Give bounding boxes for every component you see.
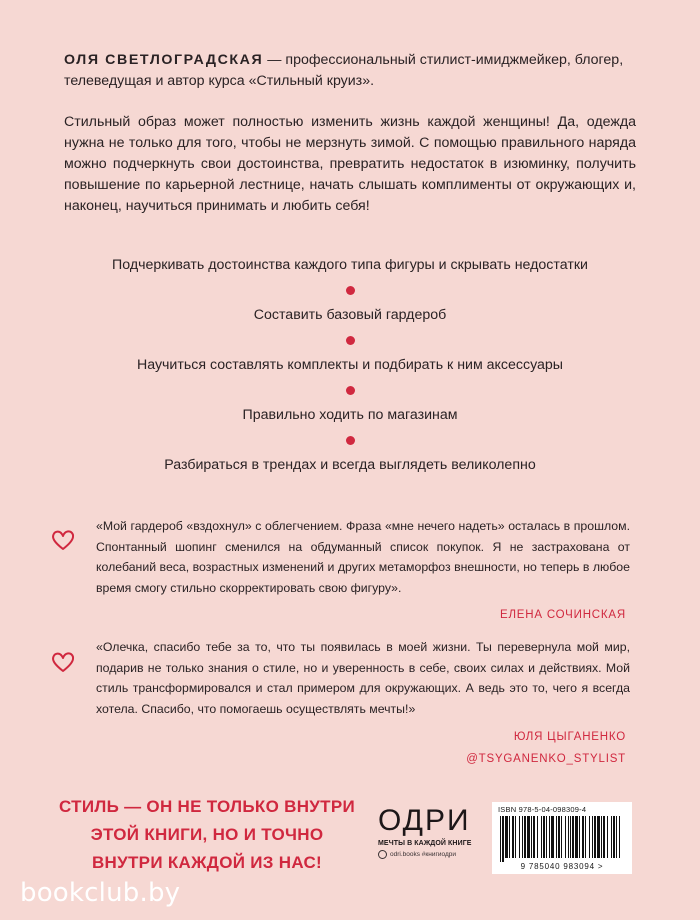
author-name: ОЛЯ СВЕТЛОГРАДСКАЯ [64, 52, 264, 68]
author-description: — профессиональный стилист-имиджмейкер, блогер, телеведущая и автор курса «Стильный круиз». [64, 52, 624, 89]
benefit-item: Составить базовый гардероб [253, 307, 447, 323]
instagram-icon [378, 850, 387, 859]
benefits-list [90, 255, 610, 476]
logo-wordmark: ОДРИ [378, 804, 471, 837]
testimonial-author: ЕЛЕНА СОЧИНСКАЯ [499, 609, 626, 621]
description-paragraph: Стильный образ может полностью изменить жизнь каждой женщины! Да, одежда нужна не только для того, чтобы не мерзнуть зимой. С помощью правильного наряда можно подчеркнуть свои достоинства, превратить недостаток в изюминку, получить повышение по карьерной лестнице, начать слышать комплименты от окружающих и, наконец, научиться принимать и любить себя! [64, 114, 636, 214]
benefit-item: Подчеркивать достоинства каждого типа фигуры и скрывать недостатки [112, 257, 588, 273]
heart-outline-icon [50, 650, 76, 674]
barcode-image [498, 816, 624, 862]
heart-outline-icon [50, 528, 76, 552]
slogan-line: СТИЛЬ — ОН НЕ ТОЛЬКО ВНУТРИ [58, 797, 355, 816]
logo-social [378, 850, 478, 859]
benefit-item: Разбираться в трендах и всегда выглядеть великолепно [164, 457, 536, 473]
logo-social-text: odri.books #книгиодри [390, 851, 456, 858]
red-dot-icon [346, 436, 355, 445]
isbn-label: ISBN 978-5-04-098309-4 [498, 805, 587, 814]
publisher-logo [378, 805, 478, 859]
watermark: bookclub.by [20, 878, 181, 908]
benefit-item: Правильно ходить по магазинам [242, 407, 458, 423]
barcode-number: 9 785040 983094 > [520, 862, 604, 871]
logo-tagline: МЕЧТЫ В КАЖДОЙ КНИГЕ [378, 840, 472, 847]
testimonial-author: ЮЛЯ ЦЫГАНЕНКО [513, 731, 626, 743]
testimonial-handle: @TSYGANENKO_STYLIST [466, 753, 626, 765]
red-dot-icon [346, 286, 355, 295]
slogan-line: ВНУТРИ КАЖДОЙ ИЗ НАС! [91, 853, 323, 872]
testimonial-text: «Мой гардероб «вздохнул» с облегчением. Фраза «мне нечего надеть» осталась в прошлом. Спонтанный шопинг сменился на обдуманный список покупок. Я не застрахована от колебаний веса, возрастных изменений и других метаморфоз внешности, но теперь в любое время смогу стильно скорректировать свою фигуру». [96, 519, 630, 595]
red-dot-icon [346, 336, 355, 345]
benefit-item: Научиться составлять комплекты и подбирать к ним аксессуары [136, 357, 564, 373]
author-intro [64, 50, 636, 92]
slogan-line: ЭТОЙ КНИГИ, НО И ТОЧНО [90, 825, 324, 844]
slogan [42, 793, 372, 877]
barcode-panel [492, 802, 632, 874]
testimonial-text: «Олечка, спасибо тебе за то, что ты появилась в моей жизни. Ты перевернула мой мир, подарив не только знания о стиле, но и уверенность в себе, своих силах и действиях. Мой стиль трансформировался и стал примером для окружающих. А ведь это то, чего я всегда хотела. Спасибо, что помогаешь осуществлять мечты!» [96, 640, 630, 716]
red-dot-icon [346, 386, 355, 395]
